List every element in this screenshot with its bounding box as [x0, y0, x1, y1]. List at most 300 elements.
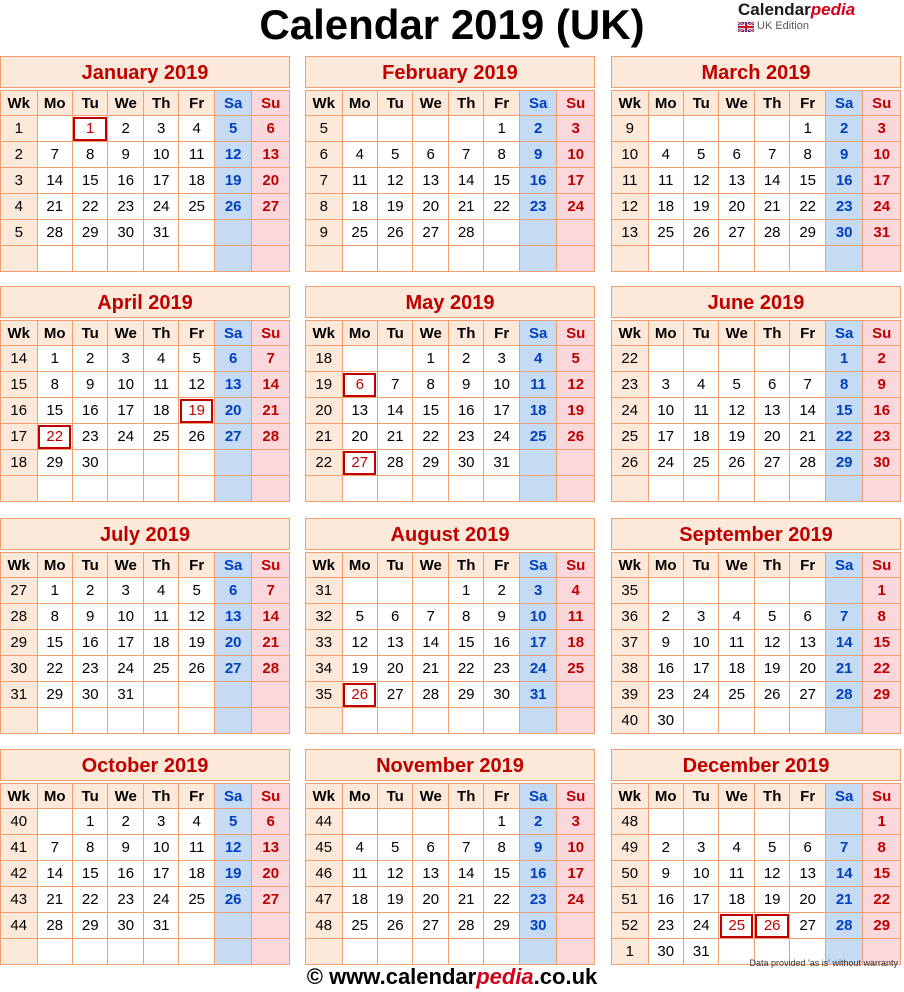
week-row: [306, 708, 595, 734]
day-cell: [342, 246, 377, 272]
day-cell: 27: [377, 682, 412, 708]
weekday-header: Tu: [72, 553, 107, 578]
week-number: [1, 939, 38, 965]
weekday-header: Su: [557, 321, 595, 346]
day-cell: 25: [648, 220, 683, 246]
week-number: [306, 476, 343, 502]
day-cell: [252, 913, 290, 939]
day-cell: 26: [214, 194, 252, 220]
day-cell: 31: [143, 913, 178, 939]
week-row: [1, 578, 290, 604]
day-cell: [519, 476, 557, 502]
day-cell: [37, 116, 72, 142]
day-cell: 26: [377, 220, 412, 246]
weekday-header: Su: [252, 784, 290, 809]
day-cell: 2: [648, 835, 683, 861]
month-block: [305, 56, 595, 268]
day-cell: 17: [557, 861, 595, 887]
day-cell: 23: [825, 194, 863, 220]
day-cell: 10: [557, 142, 595, 168]
day-cell: 23: [484, 656, 519, 682]
day-cell: 9: [72, 604, 107, 630]
day-cell: 7: [252, 578, 290, 604]
weekday-header: Fr: [790, 553, 825, 578]
week-row: [612, 578, 901, 604]
day-cell: 30: [863, 450, 901, 476]
day-cell: 14: [252, 372, 290, 398]
month-title: December 2019: [611, 749, 901, 781]
weekday-header: Fr: [790, 784, 825, 809]
week-row: [1, 450, 290, 476]
day-cell: 17: [863, 168, 901, 194]
week-row: [306, 424, 595, 450]
weekday-header: Fr: [790, 91, 825, 116]
day-cell: 29: [790, 220, 825, 246]
day-cell: 3: [108, 346, 143, 372]
day-cell: [719, 476, 754, 502]
day-cell: 14: [377, 398, 412, 424]
month-title: April 2019: [0, 286, 290, 318]
day-cell: [413, 578, 448, 604]
day-cell: [790, 809, 825, 835]
day-cell: 16: [108, 861, 143, 887]
weekday-header: Tu: [683, 91, 718, 116]
day-cell: [719, 346, 754, 372]
day-cell: [648, 578, 683, 604]
weekday-header-row: [306, 91, 595, 116]
day-cell: 8: [484, 142, 519, 168]
week-number: [1, 246, 38, 272]
day-cell: [342, 346, 377, 372]
day-cell: 30: [72, 450, 107, 476]
weekday-header: We: [719, 91, 754, 116]
day-cell: 23: [108, 194, 143, 220]
day-cell: 21: [825, 887, 863, 913]
day-cell: 14: [825, 861, 863, 887]
day-cell: 5: [719, 372, 754, 398]
day-cell: 14: [37, 861, 72, 887]
day-cell: 2: [72, 346, 107, 372]
weekday-header: Th: [143, 784, 178, 809]
day-cell: 24: [683, 682, 718, 708]
week-row: [1, 476, 290, 502]
day-cell: 15: [863, 861, 901, 887]
weekday-header: Sa: [214, 321, 252, 346]
week-number: 40: [1, 809, 38, 835]
day-cell: [825, 246, 863, 272]
month-table: [611, 320, 901, 502]
week-row: [612, 630, 901, 656]
day-cell: 18: [143, 398, 178, 424]
day-cell: 27: [790, 682, 825, 708]
day-cell: [754, 346, 789, 372]
logo-edition: [738, 20, 898, 33]
day-cell: 23: [519, 887, 557, 913]
week-number: 39: [612, 682, 649, 708]
day-cell: 29: [37, 682, 72, 708]
day-cell: [342, 476, 377, 502]
day-cell: 22: [72, 887, 107, 913]
day-cell: 29: [72, 220, 107, 246]
day-cell: 12: [719, 398, 754, 424]
week-row: [1, 346, 290, 372]
week-number: 43: [1, 887, 38, 913]
day-cell: 7: [37, 142, 72, 168]
day-cell: [484, 939, 519, 965]
week-number: [306, 939, 343, 965]
week-row: [306, 346, 595, 372]
logo[interactable]: [738, 0, 898, 33]
day-cell: 9: [448, 372, 483, 398]
month-table: [0, 320, 290, 502]
weekday-header-row: [306, 321, 595, 346]
week-number: 40: [612, 708, 649, 734]
week-number: 2: [1, 142, 38, 168]
day-cell: 30: [108, 220, 143, 246]
day-cell: 28: [413, 682, 448, 708]
day-cell: 25: [179, 194, 214, 220]
month-title: February 2019: [305, 56, 595, 88]
week-number: 32: [306, 604, 343, 630]
day-cell: [377, 939, 412, 965]
month-title: May 2019: [305, 286, 595, 318]
day-cell: 21: [448, 194, 483, 220]
week-row: [1, 861, 290, 887]
day-cell: [252, 708, 290, 734]
month-table: [305, 783, 595, 965]
week-row: [612, 220, 901, 246]
day-cell: 30: [448, 450, 483, 476]
day-cell: 24: [143, 887, 178, 913]
day-cell: [37, 246, 72, 272]
week-row: [306, 450, 595, 476]
day-cell: [683, 809, 718, 835]
month-block: [0, 56, 290, 268]
day-cell: 28: [252, 424, 290, 450]
day-cell: 10: [519, 604, 557, 630]
month-block: [611, 56, 901, 268]
weekday-header: Mo: [648, 91, 683, 116]
day-cell: 11: [143, 604, 178, 630]
month-title: July 2019: [0, 518, 290, 550]
day-cell: 3: [143, 116, 178, 142]
day-cell: 1: [825, 346, 863, 372]
week-row: [306, 809, 595, 835]
day-cell: [790, 246, 825, 272]
week-number-header: Wk: [1, 553, 38, 578]
weekday-header: We: [413, 91, 448, 116]
week-row: [1, 116, 290, 142]
day-cell: 12: [179, 604, 214, 630]
weekday-header: Sa: [825, 91, 863, 116]
weekday-header: Sa: [214, 784, 252, 809]
weekday-header: Fr: [179, 553, 214, 578]
day-cell: 5: [683, 142, 718, 168]
week-number: 1: [612, 939, 649, 965]
week-row: [612, 116, 901, 142]
day-cell: 29: [37, 450, 72, 476]
day-cell: 5: [179, 578, 214, 604]
weekday-header: Mo: [342, 91, 377, 116]
month-block: [305, 286, 595, 498]
day-cell: 7: [448, 142, 483, 168]
day-cell: [413, 116, 448, 142]
day-cell: 31: [863, 220, 901, 246]
day-cell: 5: [214, 809, 252, 835]
day-cell: [108, 246, 143, 272]
day-cell: 27: [719, 220, 754, 246]
day-cell: [143, 939, 178, 965]
weekday-header: Mo: [342, 784, 377, 809]
week-number: 48: [612, 809, 649, 835]
week-row: [612, 372, 901, 398]
weekday-header: Tu: [683, 784, 718, 809]
day-cell: 13: [252, 142, 290, 168]
day-cell: 23: [648, 682, 683, 708]
week-row: [1, 142, 290, 168]
month-table: [611, 783, 901, 965]
weekday-header: Sa: [825, 321, 863, 346]
day-cell: [413, 246, 448, 272]
day-cell: 24: [519, 656, 557, 682]
day-cell: [413, 809, 448, 835]
uk-flag-icon: [738, 22, 754, 32]
bank-holiday-cell: 6: [342, 372, 377, 398]
week-number: [306, 708, 343, 734]
day-cell: 7: [754, 142, 789, 168]
bank-holiday-cell: 27: [342, 450, 377, 476]
day-cell: 13: [377, 630, 412, 656]
footer-brand: pedia: [476, 964, 534, 989]
weekday-header: Mo: [37, 553, 72, 578]
week-row: [306, 887, 595, 913]
day-cell: 5: [214, 116, 252, 142]
weekday-header: Fr: [179, 91, 214, 116]
day-cell: 25: [342, 220, 377, 246]
weekday-header: Th: [143, 553, 178, 578]
day-cell: 31: [683, 939, 718, 965]
day-cell: 30: [519, 913, 557, 939]
day-cell: [179, 939, 214, 965]
weekday-header: Th: [448, 784, 483, 809]
day-cell: 24: [648, 450, 683, 476]
day-cell: 2: [484, 578, 519, 604]
day-cell: 12: [377, 861, 412, 887]
day-cell: 26: [557, 424, 595, 450]
week-number: 49: [612, 835, 649, 861]
week-row: [306, 656, 595, 682]
day-cell: [252, 682, 290, 708]
logo-edition-label: UK Edition: [757, 20, 809, 32]
day-cell: [557, 682, 595, 708]
day-cell: 16: [108, 168, 143, 194]
day-cell: 11: [683, 398, 718, 424]
day-cell: 26: [377, 913, 412, 939]
week-number: 48: [306, 913, 343, 939]
day-cell: 12: [557, 372, 595, 398]
week-row: [306, 578, 595, 604]
day-cell: 15: [37, 398, 72, 424]
day-cell: 25: [143, 424, 178, 450]
week-number: 17: [1, 424, 38, 450]
day-cell: 20: [214, 630, 252, 656]
day-cell: 10: [108, 372, 143, 398]
day-cell: [484, 708, 519, 734]
week-row: [612, 861, 901, 887]
day-cell: [413, 476, 448, 502]
week-row: [1, 372, 290, 398]
day-cell: [790, 578, 825, 604]
weekday-header: Sa: [519, 553, 557, 578]
day-cell: [683, 708, 718, 734]
day-cell: 29: [448, 682, 483, 708]
week-number: 38: [612, 656, 649, 682]
week-row: [306, 398, 595, 424]
weekday-header: Su: [252, 91, 290, 116]
day-cell: 30: [825, 220, 863, 246]
weekday-header: Sa: [214, 91, 252, 116]
day-cell: 16: [484, 630, 519, 656]
day-cell: 15: [413, 398, 448, 424]
day-cell: [143, 708, 178, 734]
day-cell: 12: [377, 168, 412, 194]
day-cell: 14: [825, 630, 863, 656]
day-cell: 25: [519, 424, 557, 450]
weekday-header: Fr: [484, 784, 519, 809]
week-number: [306, 246, 343, 272]
day-cell: [719, 708, 754, 734]
month-title: November 2019: [305, 749, 595, 781]
day-cell: 13: [342, 398, 377, 424]
day-cell: [342, 578, 377, 604]
day-cell: 25: [342, 913, 377, 939]
day-cell: 6: [413, 835, 448, 861]
day-cell: 4: [519, 346, 557, 372]
week-number-header: Wk: [612, 91, 649, 116]
weekday-header: We: [108, 321, 143, 346]
week-row: [306, 604, 595, 630]
week-number: 9: [306, 220, 343, 246]
day-cell: [754, 578, 789, 604]
week-number-header: Wk: [306, 784, 343, 809]
day-cell: [252, 476, 290, 502]
day-cell: 28: [377, 450, 412, 476]
week-row: [1, 682, 290, 708]
month-block: [611, 749, 901, 961]
day-cell: 7: [790, 372, 825, 398]
day-cell: 17: [108, 630, 143, 656]
weekday-header: Fr: [484, 321, 519, 346]
day-cell: 23: [519, 194, 557, 220]
day-cell: 1: [37, 578, 72, 604]
day-cell: 8: [863, 604, 901, 630]
week-number: 46: [306, 861, 343, 887]
week-row: [1, 246, 290, 272]
weekday-header-row: [612, 91, 901, 116]
day-cell: 2: [108, 809, 143, 835]
week-row: [306, 682, 595, 708]
day-cell: 8: [37, 604, 72, 630]
day-cell: 26: [214, 887, 252, 913]
day-cell: 26: [179, 424, 214, 450]
day-cell: 8: [37, 372, 72, 398]
day-cell: 19: [214, 168, 252, 194]
day-cell: 8: [484, 835, 519, 861]
day-cell: 12: [179, 372, 214, 398]
day-cell: [648, 116, 683, 142]
day-cell: [342, 809, 377, 835]
day-cell: 16: [648, 656, 683, 682]
weekday-header-row: [306, 553, 595, 578]
weekday-header-row: [306, 784, 595, 809]
day-cell: 24: [108, 656, 143, 682]
day-cell: 29: [484, 913, 519, 939]
day-cell: 18: [519, 398, 557, 424]
day-cell: 24: [557, 194, 595, 220]
footer-prefix: © www.calendar: [306, 964, 477, 989]
day-cell: [648, 809, 683, 835]
day-cell: 3: [683, 835, 718, 861]
week-number: 44: [306, 809, 343, 835]
day-cell: 15: [484, 168, 519, 194]
week-row: [306, 861, 595, 887]
week-number: 1: [1, 116, 38, 142]
month-block: [305, 749, 595, 961]
day-cell: 8: [72, 142, 107, 168]
day-cell: 7: [825, 835, 863, 861]
weekday-header: We: [719, 321, 754, 346]
weekday-header: Sa: [825, 553, 863, 578]
day-cell: 21: [37, 194, 72, 220]
day-cell: 9: [72, 372, 107, 398]
weekday-header: Th: [754, 321, 789, 346]
week-number: 18: [1, 450, 38, 476]
day-cell: [448, 476, 483, 502]
footer-suffix: .co.uk: [533, 964, 598, 989]
weekday-header: Mo: [37, 91, 72, 116]
month-block: [0, 749, 290, 961]
day-cell: 19: [683, 194, 718, 220]
day-cell: 20: [413, 194, 448, 220]
day-cell: [754, 809, 789, 835]
day-cell: [719, 809, 754, 835]
day-cell: [37, 708, 72, 734]
day-cell: 13: [214, 372, 252, 398]
day-cell: 19: [754, 887, 789, 913]
day-cell: 29: [413, 450, 448, 476]
day-cell: 2: [519, 809, 557, 835]
day-cell: 11: [648, 168, 683, 194]
day-cell: 3: [519, 578, 557, 604]
day-cell: 21: [790, 424, 825, 450]
weekday-header-row: [1, 784, 290, 809]
week-number: 18: [306, 346, 343, 372]
day-cell: [683, 246, 718, 272]
day-cell: 22: [72, 194, 107, 220]
day-cell: 16: [648, 887, 683, 913]
day-cell: 28: [37, 220, 72, 246]
day-cell: 19: [377, 194, 412, 220]
day-cell: 4: [143, 346, 178, 372]
logo-part1: Calendar: [738, 0, 811, 19]
week-row: [1, 939, 290, 965]
week-number: 19: [306, 372, 343, 398]
day-cell: [754, 246, 789, 272]
day-cell: 28: [754, 220, 789, 246]
weekday-header: Fr: [484, 553, 519, 578]
day-cell: [484, 220, 519, 246]
month-title: June 2019: [611, 286, 901, 318]
